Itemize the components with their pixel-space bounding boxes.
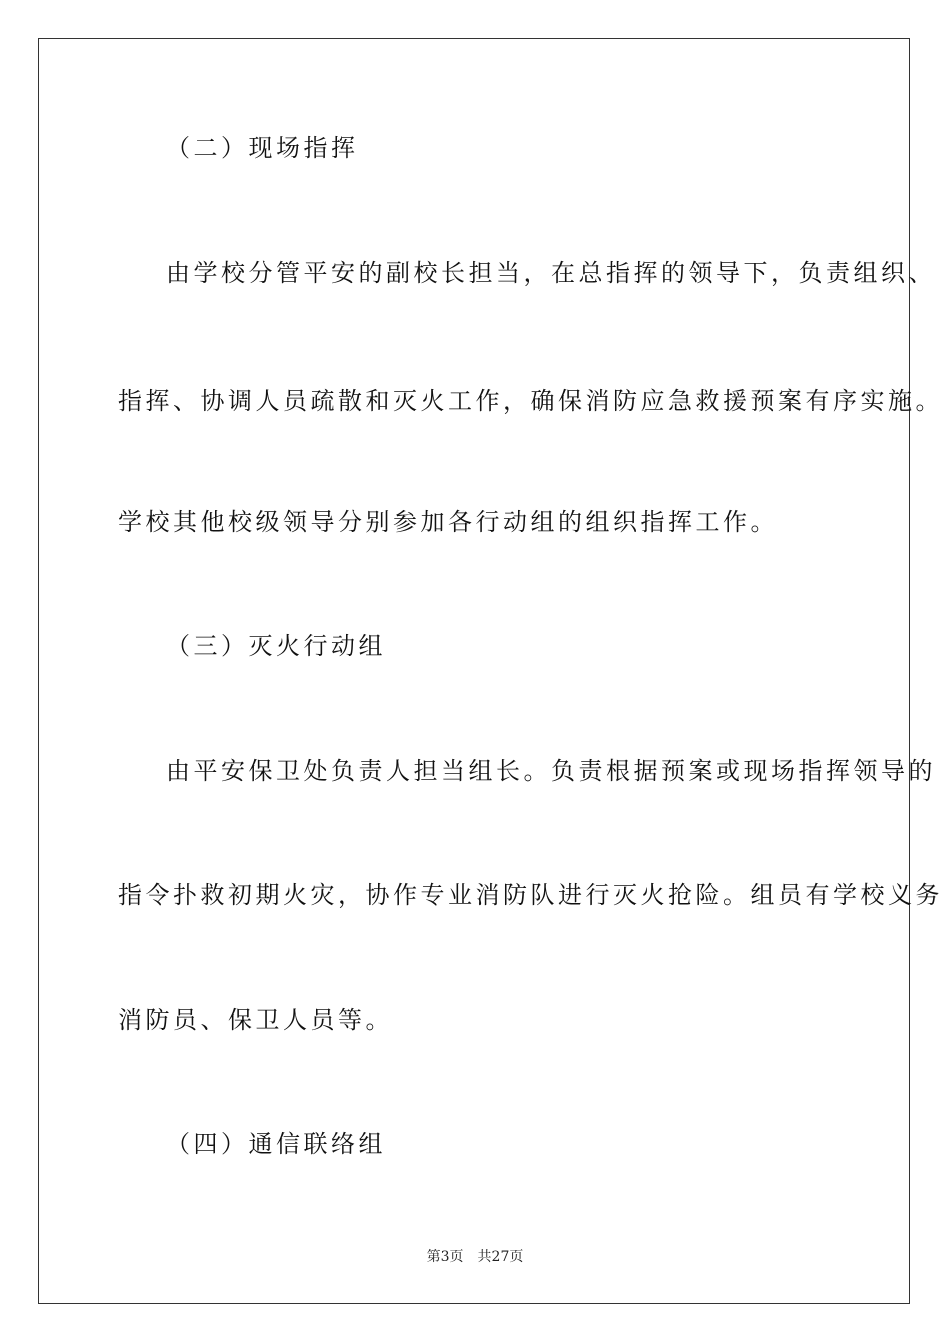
section-heading-communication-group: （四）通信联络组 <box>166 1130 386 1158</box>
section-heading-firefighting-group: （三）灭火行动组 <box>166 632 386 660</box>
paragraph-line: 由平安保卫处负责人担当组长。负责根据预案或现场指挥领导的 <box>166 757 936 785</box>
current-page-number: 第3页 <box>426 1249 464 1265</box>
page-border <box>38 38 910 1304</box>
paragraph-line: 消防员、保卫人员等。 <box>118 1006 393 1034</box>
page-footer <box>0 1246 950 1266</box>
paragraph-line: 由学校分管平安的副校长担当，在总指挥的领导下，负责组织、 <box>166 259 936 287</box>
section-heading-on-site-command: （二）现场指挥 <box>166 134 359 162</box>
total-pages: 共27页 <box>477 1249 524 1265</box>
paragraph-line: 指令扑救初期火灾，协作专业消防队进行灭火抢险。组员有学校义务 <box>118 881 943 909</box>
paragraph-line: 学校其他校级领导分别参加各行动组的组织指挥工作。 <box>118 508 778 536</box>
paragraph-line: 指挥、协调人员疏散和灭火工作，确保消防应急救援预案有序实施。 <box>118 387 943 415</box>
